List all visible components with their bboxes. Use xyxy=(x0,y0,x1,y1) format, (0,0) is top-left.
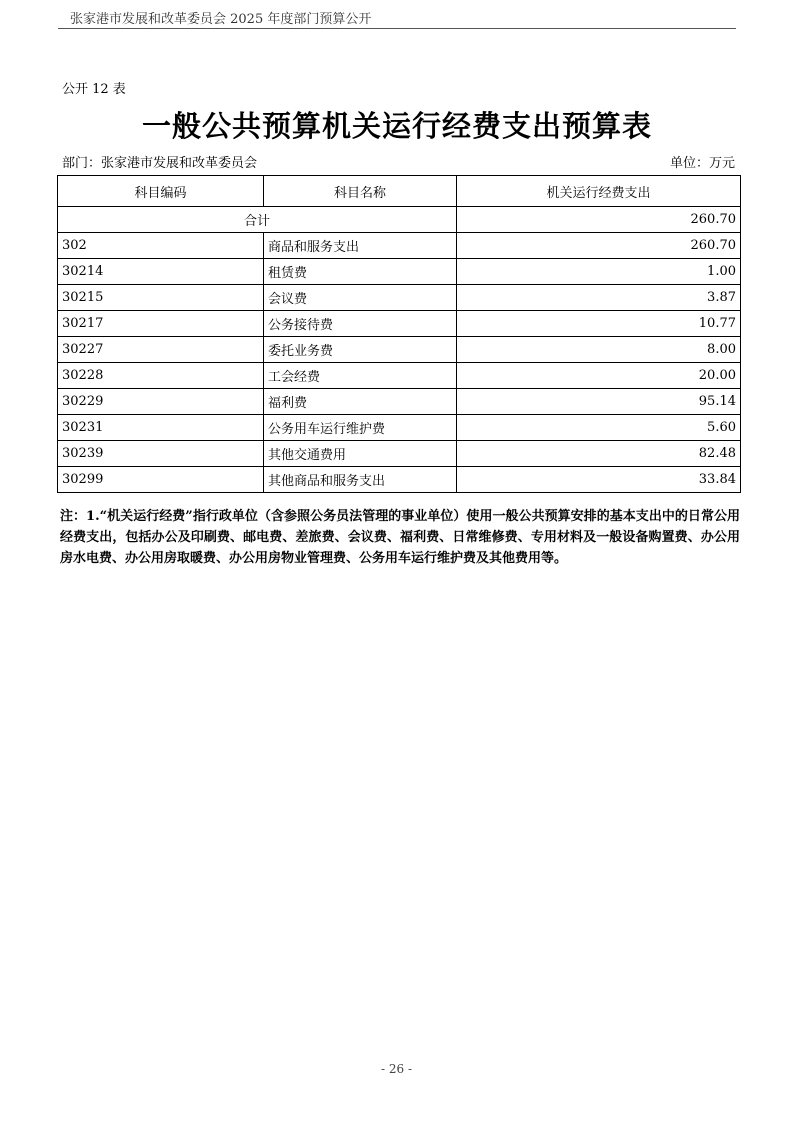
row-name: 工会经费 xyxy=(264,363,457,389)
row-amount: 3.87 xyxy=(457,285,741,311)
table-row xyxy=(58,285,741,311)
row-code: 302 xyxy=(58,233,264,259)
unit-label: 单位：万元 xyxy=(669,156,735,171)
table-row xyxy=(58,259,741,285)
budget-table xyxy=(57,175,741,493)
row-name: 其他交通费用 xyxy=(264,441,457,467)
table-row xyxy=(58,389,741,415)
row-amount: 20.00 xyxy=(457,363,741,389)
row-code: 30229 xyxy=(58,389,264,415)
row-code: 30214 xyxy=(58,259,264,285)
table-row xyxy=(58,415,741,441)
row-code: 30217 xyxy=(58,311,264,337)
table-row xyxy=(58,337,741,363)
row-amount: 10.77 xyxy=(457,311,741,337)
table-row xyxy=(58,467,741,493)
table-row xyxy=(58,311,741,337)
row-amount: 260.70 xyxy=(457,233,741,259)
row-amount: 95.14 xyxy=(457,389,741,415)
row-code: 30228 xyxy=(58,363,264,389)
total-label: 合计 xyxy=(58,207,457,233)
header-amount: 机关运行经费支出 xyxy=(457,176,741,207)
row-name: 委托业务费 xyxy=(264,337,457,363)
row-name: 其他商品和服务支出 xyxy=(264,467,457,493)
department-label: 部门：张家港市发展和改革委员会 xyxy=(62,156,258,171)
table-row xyxy=(58,363,741,389)
row-name: 福利费 xyxy=(264,389,457,415)
row-code: 30227 xyxy=(58,337,264,363)
total-value: 260.70 xyxy=(457,207,741,233)
header-name: 科目名称 xyxy=(264,176,457,207)
header-code: 科目编码 xyxy=(58,176,264,207)
row-amount: 5.60 xyxy=(457,415,741,441)
footnote: 注：1.“机关运行经费”指行政单位（含参照公务员法管理的事业单位）使用一般公共预算安排的基本支出中的日常公用经费支出，包括办公及印刷费、邮电费、差旅费、会议费、福利费、日常维修费、专用材料及一般设备购置费、办公用房水电费、办公用房取暖费、办公用房物业管理费、公务用车运行维护费及其他费用等。 xyxy=(60,509,740,566)
table-row xyxy=(58,233,741,259)
row-name: 租赁费 xyxy=(264,259,457,285)
row-amount: 82.48 xyxy=(457,441,741,467)
page-number: - 26 - xyxy=(380,1062,412,1076)
row-name: 商品和服务支出 xyxy=(264,233,457,259)
row-name: 会议费 xyxy=(264,285,457,311)
row-code: 30231 xyxy=(58,415,264,441)
row-name: 公务用车运行维护费 xyxy=(264,415,457,441)
total-row xyxy=(58,207,741,233)
row-amount: 33.84 xyxy=(457,467,741,493)
row-amount: 8.00 xyxy=(457,337,741,363)
row-name: 公务接待费 xyxy=(264,311,457,337)
running-header: 张家港市发展和改革委员会 2025 年度部门预算公开 xyxy=(70,12,372,27)
row-code: 30299 xyxy=(58,467,264,493)
table-header-row xyxy=(58,176,741,207)
table-row xyxy=(58,441,741,467)
row-code: 30215 xyxy=(58,285,264,311)
row-code: 30239 xyxy=(58,441,264,467)
row-amount: 1.00 xyxy=(457,259,741,285)
header-divider xyxy=(58,28,736,29)
page-title: 一般公共预算机关运行经费支出预算表 xyxy=(141,109,652,143)
table-number: 公开 12 表 xyxy=(62,82,126,97)
